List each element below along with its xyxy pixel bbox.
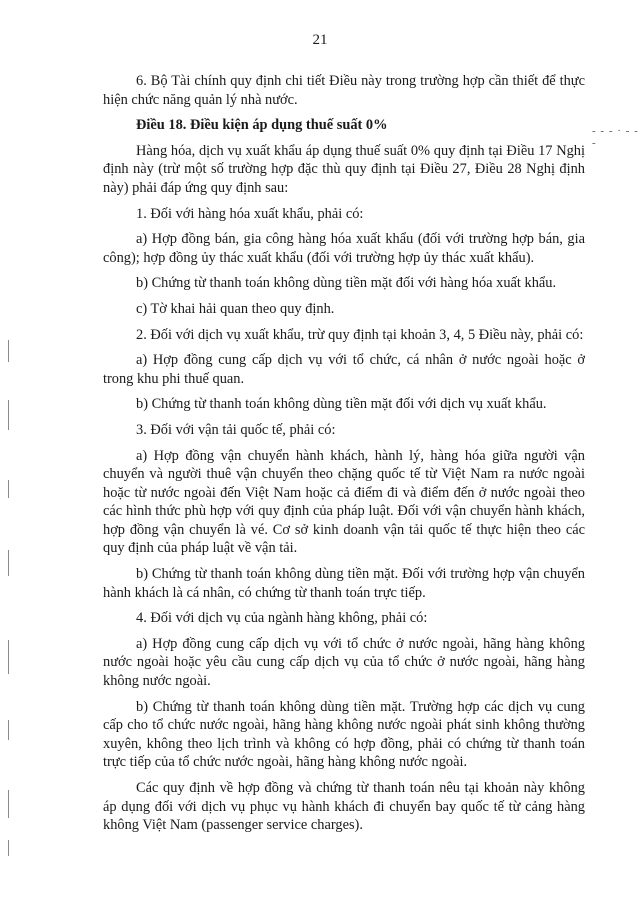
document-body	[103, 72, 585, 842]
binding-marks	[8, 340, 10, 860]
paragraph-item-1a: a) Hợp đồng bán, gia công hàng hóa xuất khẩu (đối với trường hợp bán, gia công); hợp đồng ủy thác xuất khẩu (đối với trường hợp ủy thác xuất khẩu).	[103, 231, 585, 266]
paragraph-item-2b: b) Chứng từ thanh toán không dùng tiền mặt đối với dịch vụ xuất khẩu.	[136, 396, 547, 413]
paragraph-item-1c: c) Tờ khai hải quan theo quy định.	[136, 300, 335, 317]
paragraph-item-1: 1. Đối với hàng hóa xuất khẩu, phải có:	[136, 205, 364, 222]
paragraph-item-4a: a) Hợp đồng cung cấp dịch vụ với tổ chức ở nước ngoài, hãng hàng không nước ngoài hoặc yêu cầu cung cấp dịch vụ của tổ chức ở nước ngoài, hãng hàng không nước ngoài.	[103, 635, 585, 690]
paragraph-clause-6: 6. Bộ Tài chính quy định chi tiết Điều này trong trường hợp cần thiết để thực hiện chức năng quản lý nhà nước.	[103, 73, 585, 108]
paragraph-item-3b: b) Chứng từ thanh toán không dùng tiền mặt. Đối với trường hợp vận chuyển hành khách là cá nhân, có chứng từ thanh toán trực tiếp.	[103, 566, 585, 601]
margin-dots-mark: - - - · - - -	[592, 125, 639, 149]
paragraph-item-1b: b) Chứng từ thanh toán không dùng tiền mặt đối với hàng hóa xuất khẩu.	[136, 275, 557, 292]
paragraph-item-4: 4. Đối với dịch vụ của ngành hàng không, phải có:	[136, 610, 428, 627]
page-number: 21	[312, 32, 328, 48]
paragraph-item-3a: a) Hợp đồng vận chuyển hành khách, hành lý, hàng hóa giữa người vận chuyển và người thuê vận chuyển theo chặng quốc tế từ Việt Nam ra nước ngoài hoặc từ nước ngoài đến Việt Nam hoặc cả điểm đi và điểm đến ở nước ngoài theo các hình thức phù hợp với quy định của pháp luật. Đối với vận chuyển hành khách, hợp đồng vận chuyển là vé. Cơ sở kinh doanh vận tải quốc tế thực hiện theo các quy định của pháp luật về vận tải.	[103, 447, 585, 557]
paragraph-item-2: 2. Đối với dịch vụ xuất khẩu, trừ quy định tại khoản 3, 4, 5 Điều này, phải có:	[136, 326, 584, 343]
article-18-heading: Điều 18. Điều kiện áp dụng thuế suất 0%	[136, 117, 388, 134]
paragraph-article-intro: Hàng hóa, dịch vụ xuất khẩu áp dụng thuế suất 0% quy định tại Điều 17 Nghị định này (trừ một số trường hợp đặc thù quy định tại Điều 27, Điều 28 Nghị định này) phải đáp ứng quy định sau:	[103, 142, 585, 196]
paragraph-item-4b: b) Chứng từ thanh toán không dùng tiền mặt. Trường hợp các dịch vụ cung cấp cho tổ chức nước ngoài, hãng hàng không nước ngoài phát sinh không thường xuyên, không theo lịch trình và không có hợp đồng, phải có chứng từ thanh toán trực tiếp của tổ chức nước ngoài, hãng hàng không nước ngoài.	[103, 698, 585, 771]
paragraph-item-2a: a) Hợp đồng cung cấp dịch vụ với tổ chức, cá nhân ở nước ngoài hoặc ở trong khu phi thuế quan.	[103, 352, 585, 387]
paragraph-closing-note: Các quy định về hợp đồng và chứng từ thanh toán nêu tại khoản này không áp dụng đối với dịch vụ phục vụ hành khách đi chuyển bay quốc tế từ cảng hàng không Việt Nam (passenger service charges).	[103, 780, 585, 834]
paragraph-item-3: 3. Đối với vận tải quốc tế, phải có:	[136, 421, 336, 438]
